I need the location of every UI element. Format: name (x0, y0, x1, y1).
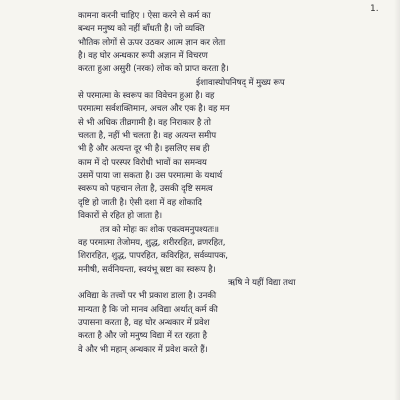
text-line: कामना करनी चाहिए । ऐसा करने से कर्म का (78, 11, 211, 21)
text-line: करता हुआ असुरी (नरक) लोक को प्राप्त करता है। (78, 64, 229, 75)
text-line: उसमें पाया जा सकता है। उस परमात्मा के यथार्थ (78, 171, 223, 182)
text-line: मान्यता है कि जो मानव अविद्या अर्थात् कर्म की (78, 304, 218, 315)
text-line: वह परमात्मा तेजोमय, शुद्ध, शरीररहित, व्रणरहित, (78, 237, 226, 248)
sanskrit-verse-line: तत्र को मोहः कः शोक एकत्वमनुपश्यतः॥ (100, 224, 219, 235)
text-line: वे और भी महान् अन्धकार में प्रवेश करते हैं। (78, 344, 208, 355)
text-line: बन्धन मनुष्य को नहीं बाँधती है। जो व्यक्ति (78, 24, 205, 35)
page-edge-shadow (394, 0, 400, 400)
text-line: विकारों से रहित हो जाता है। (78, 211, 163, 222)
text-line: भौतिक लोगों से ऊपर उठकर आत्म ज्ञान कर लेता (78, 37, 226, 48)
text-line: स्वरूप को पहचान लेता है, उसकी दृष्टि समत्व (78, 184, 213, 195)
text-line: है। वह घोर अन्धकार रूपी अज्ञान में विचरण (78, 51, 208, 62)
text-line: शिरारहित, शुद्ध, पापरहित, कविरहित, सर्वव्यापक, (78, 251, 228, 262)
text-line: उपासना करता है, वह घोर अन्धकार में प्रवेश (78, 317, 210, 328)
text-line: भी है और अत्यन्त दूर भी है। इसलिए सब ही (78, 144, 210, 155)
paragraph-start-line: ऋषि ने यहीं विद्या तथा (228, 277, 296, 288)
text-line: चलता है, नहीं भी चलता है। वह अत्यन्त समीप (78, 131, 216, 142)
text-line: परमात्मा सर्वशक्तिमान, अचल और एक है। वह मन (78, 104, 230, 115)
text-line: से परमात्मा के स्वरूप का विवेचन हुआ है। वह (78, 91, 215, 102)
text-line: अविद्या के तत्त्वों पर भी प्रकाश डाला है। उनकी (78, 291, 216, 302)
paragraph-start-line: ईशावास्योपनिषद् में मुख्य रूप (196, 77, 285, 88)
handwritten-text-block (78, 10, 378, 357)
text-line: से भी अधिक तीव्रगामी है। वह निराकार है तो (78, 117, 211, 128)
page-number: 1. (370, 4, 379, 14)
text-line: मनीषी, सर्वनियन्ता, स्वयंभू स्रष्टा का स्वरूप है। (78, 264, 216, 275)
text-line: करता है और जो मनुष्य विद्या में रत रहता है (78, 331, 207, 342)
text-line: काम में दो परस्पर विरोधी भावों का समन्वय (78, 157, 207, 168)
text-line: दृष्टि हो जाती है। ऐसी दशा में वह शोकादि (78, 197, 202, 208)
